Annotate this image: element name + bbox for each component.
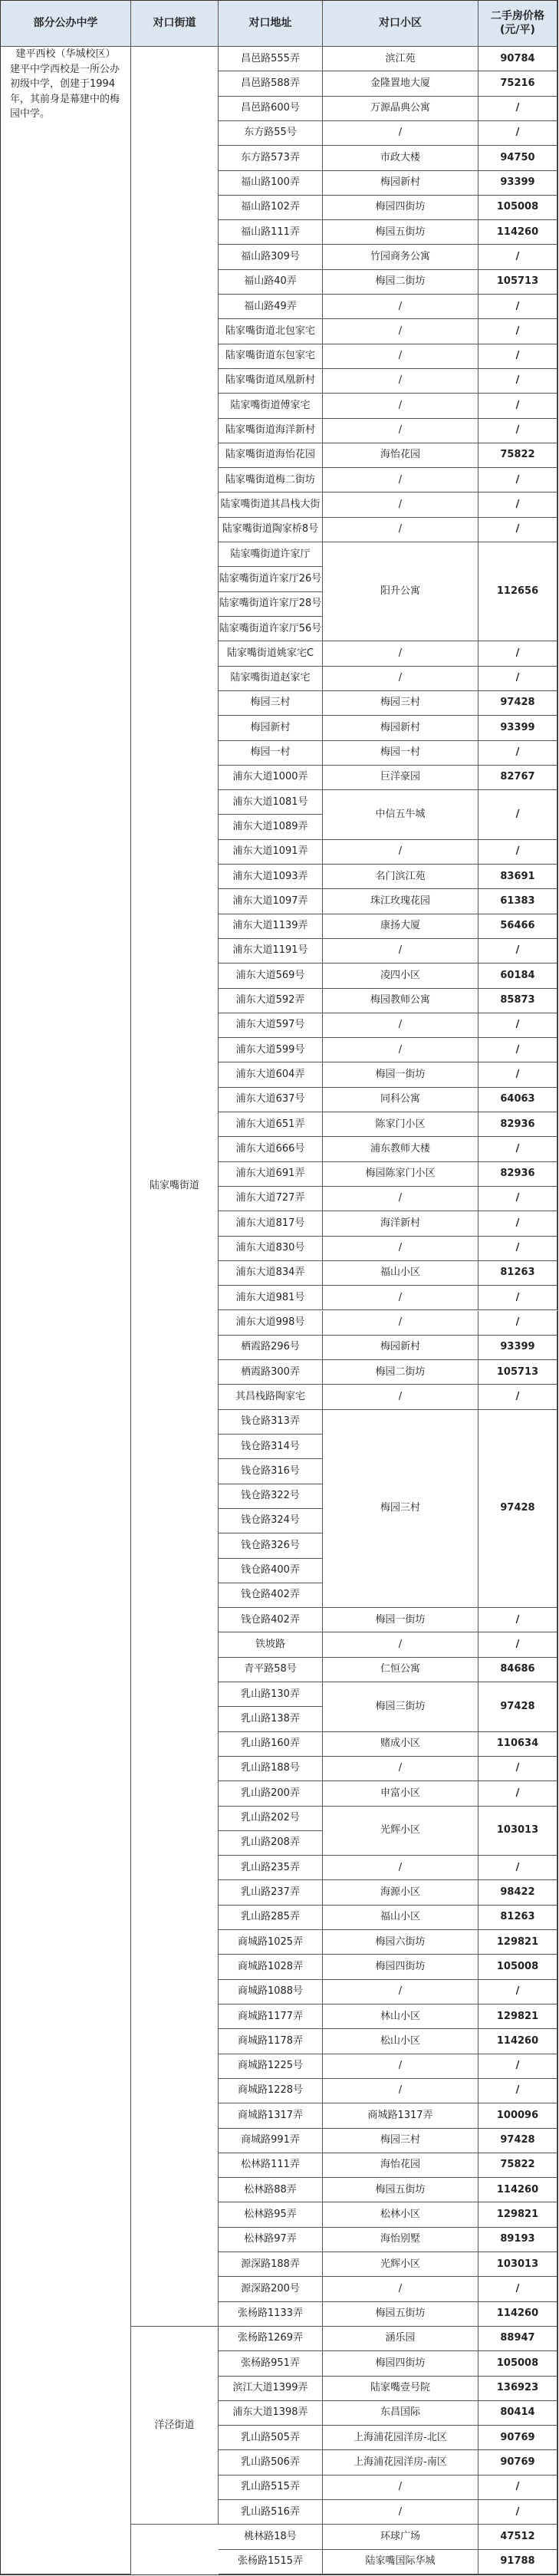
community-cell: 梅园六街坊 [323, 1930, 478, 1955]
price-cell: 83691 [478, 865, 557, 889]
price-cell: 84686 [478, 1658, 557, 1682]
address-cell: 乳山路130弄 [219, 1682, 323, 1707]
address-cell: 乳山路506弄 [219, 2450, 323, 2475]
price-cell: / [478, 344, 557, 369]
price-cell: / [478, 1385, 557, 1409]
street-cell: 洋泾街道 [131, 2327, 219, 2525]
address-cell: 浦东大道1139弄 [219, 914, 323, 939]
address-cell: 梅园一村 [219, 741, 323, 766]
community-cell: 巨洋豪园 [323, 766, 478, 790]
address-cell: 源深路188弄 [219, 2252, 323, 2277]
address-cell: 松林路97弄 [219, 2228, 323, 2252]
price-cell: / [478, 1608, 557, 1632]
community-cell: 康扬大厦 [323, 914, 478, 939]
price-cell: 93399 [478, 1336, 557, 1360]
address-cell: 乳山路505弄 [219, 2426, 323, 2450]
address-cell: 陆家嘴街道陶家桥8号 [219, 518, 323, 542]
community-cell: 梅园三街坊 [323, 1682, 478, 1732]
community-cell: / [323, 2476, 478, 2500]
community-cell: 梅园新村 [323, 716, 478, 740]
price-cell: / [478, 667, 557, 691]
community-cell: / [323, 939, 478, 964]
community-cell: 海怡别墅 [323, 2228, 478, 2252]
address-cell: 梅园三村 [219, 691, 323, 716]
community-cell: 珠江玫瑰花园 [323, 889, 478, 914]
school-description: 建平中学西校是一所公办初级中学，创建于1994年，其前身是幕建中的梅园中学。 [10, 63, 120, 120]
address-cell: 浦东大道1091弄 [219, 840, 323, 865]
price-cell: / [478, 369, 557, 394]
price-cell: 103013 [478, 2252, 557, 2277]
address-cell: 乳山路160弄 [219, 1732, 323, 1757]
price-cell: 88947 [478, 2327, 557, 2351]
community-cell: 梅园五街坊 [323, 2178, 478, 2202]
address-cell: 福山路309号 [219, 245, 323, 269]
price-cell: 114260 [478, 2302, 557, 2327]
address-cell: 商城路1228号 [219, 2079, 323, 2103]
address-cell: 陆家嘴街道许家厅 [219, 542, 323, 567]
price-cell: / [478, 1311, 557, 1336]
price-cell: / [478, 2079, 557, 2103]
community-cell: / [323, 492, 478, 517]
community-cell: 同科公寓 [323, 1088, 478, 1112]
price-cell: / [478, 1137, 557, 1161]
price-cell: / [478, 1286, 557, 1310]
community-cell: 梅园一村 [323, 741, 478, 766]
community-cell: 梅园教师公寓 [323, 989, 478, 1013]
address-cell: 浦东大道597号 [219, 1013, 323, 1038]
address-cell: 浦东大道651弄 [219, 1112, 323, 1137]
address-cell: 乳山路208弄 [219, 1831, 323, 1856]
price-cell: / [478, 2054, 557, 2079]
address-cell: 福山路100弄 [219, 171, 323, 196]
school-name: 建平西校（华城校区） [15, 48, 116, 60]
community-cell: / [323, 344, 478, 369]
header-street: 对口街道 [131, 1, 219, 47]
community-cell: 海洋新村 [323, 1211, 478, 1236]
price-cell: 75822 [478, 2153, 557, 2178]
address-cell: 青平路58号 [219, 1658, 323, 1682]
price-cell: / [478, 295, 557, 319]
community-cell: / [323, 295, 478, 319]
price-cell: 64063 [478, 1088, 557, 1112]
price-cell: / [478, 840, 557, 865]
address-cell: 松林路95弄 [219, 2202, 323, 2227]
price-cell: 100096 [478, 2103, 557, 2128]
community-cell: 金隆置地大厦 [323, 71, 478, 96]
community-cell: 海怡花园 [323, 443, 478, 468]
community-cell: 梅园四街坊 [323, 2351, 478, 2376]
price-cell: 82936 [478, 1112, 557, 1137]
price-cell: 93399 [478, 716, 557, 740]
price-cell: / [478, 245, 557, 269]
price-cell: / [478, 419, 557, 443]
address-cell: 福山路111弄 [219, 220, 323, 245]
community-cell: / [323, 1757, 478, 1781]
address-cell: 浦东大道1093弄 [219, 865, 323, 889]
community-cell: 滨江苑 [323, 47, 478, 71]
price-cell: / [478, 1187, 557, 1211]
price-cell: / [478, 1038, 557, 1062]
price-cell: 105713 [478, 1360, 557, 1385]
address-cell: 商城路1317弄 [219, 2103, 323, 2128]
header-school: 部分公办中学 [1, 1, 131, 47]
community-cell: 梅园四街坊 [323, 1955, 478, 1979]
address-cell: 商城路1177弄 [219, 2004, 323, 2029]
address-cell: 桃林路18号 [219, 2525, 323, 2549]
address-cell: 浦东大道998号 [219, 1311, 323, 1336]
address-cell: 浦东大道637号 [219, 1088, 323, 1112]
header-address: 对口地址 [219, 1, 323, 47]
community-cell: 光辉小区 [323, 2252, 478, 2277]
price-cell: 60184 [478, 964, 557, 988]
address-cell: 商城路991弄 [219, 2129, 323, 2153]
address-cell: 陆家嘴街道其昌栈大街 [219, 492, 323, 517]
community-cell: 梅园三村 [323, 1410, 478, 1608]
community-cell: 名门滨江苑 [323, 865, 478, 889]
price-cell: 105713 [478, 270, 557, 295]
price-cell: / [478, 468, 557, 492]
community-cell: / [323, 2277, 478, 2301]
community-cell: 梅园三村 [323, 691, 478, 716]
address-cell: 陆家嘴街道北包家宅 [219, 319, 323, 344]
address-cell: 陆家嘴街道海洋新村 [219, 419, 323, 443]
community-cell: 福山小区 [323, 1261, 478, 1286]
community-cell: 梅园五街坊 [323, 2302, 478, 2327]
address-cell: 乳山路237弄 [219, 1880, 323, 1905]
address-cell: 商城路1088号 [219, 1980, 323, 2004]
price-cell: 85873 [478, 989, 557, 1013]
price-cell: 129821 [478, 2202, 557, 2227]
address-cell: 浦东大道1398弄 [219, 2401, 323, 2426]
price-cell: / [478, 518, 557, 542]
community-cell: 梅园四街坊 [323, 196, 478, 220]
community-cell: / [323, 641, 478, 666]
community-cell: / [323, 1013, 478, 1038]
community-cell: / [323, 1237, 478, 1261]
address-cell: 源深路200号 [219, 2277, 323, 2301]
address-cell: 乳山路202号 [219, 1807, 323, 1831]
price-cell: 89193 [478, 2228, 557, 2252]
address-cell: 钱仓路402弄 [219, 1608, 323, 1632]
address-cell: 浦东大道1081号 [219, 790, 323, 815]
price-cell: 81263 [478, 1906, 557, 1930]
community-cell: 梅园新村 [323, 171, 478, 196]
community-cell: / [323, 840, 478, 865]
price-cell: / [478, 641, 557, 666]
community-cell: / [323, 2054, 478, 2079]
price-cell: / [478, 394, 557, 418]
address-cell: 浦东大道592弄 [219, 989, 323, 1013]
price-cell: 56466 [478, 914, 557, 939]
address-cell: 浦东大道817号 [219, 1211, 323, 1236]
community-cell: 梅园五街坊 [323, 220, 478, 245]
community-cell: 海怡花园 [323, 2153, 478, 2178]
community-cell: / [323, 2079, 478, 2103]
community-cell: 陈家门小区 [323, 1112, 478, 1137]
price-cell: / [478, 1013, 557, 1038]
address-cell: 浦东大道1191号 [219, 939, 323, 964]
community-cell: 陆家嘴壹号院 [323, 2377, 478, 2401]
price-cell: / [478, 2476, 557, 2500]
community-cell: 梅园三村 [323, 2129, 478, 2153]
price-cell: 90769 [478, 2450, 557, 2475]
address-cell: 浦东大道830号 [219, 1237, 323, 1261]
address-cell: 陆家嘴街道姚家宅C [219, 641, 323, 666]
address-cell: 陆家嘴街道凤凰新村 [219, 369, 323, 394]
community-cell: 凌四小区 [323, 964, 478, 988]
community-cell: / [323, 1311, 478, 1336]
address-cell: 乳山路515弄 [219, 2476, 323, 2500]
community-cell: 赌成小区 [323, 1732, 478, 1757]
community-cell: 上海浦花园洋房-南区 [323, 2450, 478, 2475]
price-cell: 105008 [478, 2351, 557, 2376]
community-cell: / [323, 319, 478, 344]
address-cell: 商城路1225号 [219, 2054, 323, 2079]
price-cell: 90784 [478, 47, 557, 71]
address-cell: 乳山路200弄 [219, 1781, 323, 1806]
community-cell: / [323, 1286, 478, 1310]
price-cell: / [478, 319, 557, 344]
price-cell: 97428 [478, 1682, 557, 1732]
address-cell: 陆家嘴街道傅家宅 [219, 394, 323, 418]
price-cell: 103013 [478, 1807, 557, 1856]
address-cell: 铁坡路 [219, 1632, 323, 1657]
community-cell: / [323, 1385, 478, 1409]
address-cell: 浦东大道599号 [219, 1038, 323, 1062]
price-cell: / [478, 121, 557, 146]
community-cell: 松山小区 [323, 2029, 478, 2054]
price-cell: / [478, 2277, 557, 2301]
address-cell: 陆家嘴街道许家厅26号 [219, 567, 323, 591]
price-cell: 105008 [478, 1955, 557, 1979]
address-cell: 福山路102弄 [219, 196, 323, 220]
community-cell: 商城路1317弄 [323, 2103, 478, 2128]
address-cell: 浦东大道727弄 [219, 1187, 323, 1211]
address-cell: 浦东大道604弄 [219, 1062, 323, 1087]
price-cell [478, 815, 557, 839]
community-cell: / [323, 121, 478, 146]
community-cell: / [323, 394, 478, 418]
price-cell: / [478, 939, 557, 964]
community-cell: 环球广场 [323, 2525, 478, 2549]
community-cell: / [323, 468, 478, 492]
address-cell: 浦东大道1097弄 [219, 889, 323, 914]
price-cell: 110634 [478, 1732, 557, 1757]
address-cell: 钱仓路326号 [219, 1533, 323, 1558]
address-cell: 张杨路951弄 [219, 2351, 323, 2376]
street-cell: 陆家嘴街道 [131, 47, 219, 2327]
price-cell: 47512 [478, 2525, 557, 2549]
address-cell: 昌邑路588弄 [219, 71, 323, 96]
address-cell: 乳山路285弄 [219, 1906, 323, 1930]
price-cell: / [478, 1757, 557, 1781]
community-cell: 梅园一街坊 [323, 1062, 478, 1087]
community-cell: 涵乐园 [323, 2327, 478, 2351]
address-cell: 陆家嘴街道许家厅28号 [219, 592, 323, 617]
price-cell: 129821 [478, 2004, 557, 2029]
price-cell: 91788 [478, 2550, 557, 2574]
community-cell: 海源小区 [323, 1880, 478, 1905]
address-cell: 乳山路188号 [219, 1757, 323, 1781]
price-cell: / [478, 1980, 557, 2004]
price-cell: 61383 [478, 889, 557, 914]
address-cell: 钱仓路400弄 [219, 1559, 323, 1583]
price-cell: / [478, 741, 557, 766]
header-price: 二手房价格 (元/平) [478, 1, 557, 47]
address-cell: 松林路111弄 [219, 2153, 323, 2178]
community-cell: 申富小区 [323, 1781, 478, 1806]
address-cell: 梅园新村 [219, 716, 323, 740]
address-cell: 昌邑路600号 [219, 97, 323, 121]
address-cell: 浦东大道691弄 [219, 1162, 323, 1187]
address-cell: 东方路55号 [219, 121, 323, 146]
price-cell: 136923 [478, 2377, 557, 2401]
community-cell: / [323, 419, 478, 443]
price-cell: 82767 [478, 766, 557, 790]
community-cell: 市政大楼 [323, 146, 478, 170]
address-cell: 钱仓路313弄 [219, 1410, 323, 1435]
address-cell: 钱仓路322号 [219, 1484, 323, 1509]
price-cell: 90769 [478, 2426, 557, 2450]
address-cell: 陆家嘴街道东包家宅 [219, 344, 323, 369]
community-cell: / [323, 1038, 478, 1062]
price-cell: 82936 [478, 1162, 557, 1187]
price-cell: 98422 [478, 1880, 557, 1905]
community-cell: / [323, 1632, 478, 1657]
price-cell: 81263 [478, 1261, 557, 1286]
address-cell: 乳山路138弄 [219, 1707, 323, 1731]
community-cell: 仁恒公寓 [323, 1658, 478, 1682]
community-cell: / [323, 518, 478, 542]
address-cell: 陆家嘴街道梅二街坊 [219, 468, 323, 492]
community-cell: / [323, 1980, 478, 2004]
address-cell: 商城路1178弄 [219, 2029, 323, 2054]
price-cell: / [478, 1062, 557, 1087]
community-cell: / [323, 2500, 478, 2525]
address-cell: 浦东大道834弄 [219, 1261, 323, 1286]
price-cell: 114260 [478, 2029, 557, 2054]
price-cell: 75822 [478, 443, 557, 468]
price-cell: / [478, 790, 557, 840]
price-cell: 93399 [478, 171, 557, 196]
address-cell: 东方路573弄 [219, 146, 323, 170]
address-cell: 浦东大道569号 [219, 964, 323, 988]
address-cell: 张杨路1515弄 [219, 2550, 323, 2574]
community-cell: 梅园二街坊 [323, 270, 478, 295]
community-cell: 浦东教师大楼 [323, 1137, 478, 1161]
price-cell: 75216 [478, 71, 557, 96]
address-cell: 陆家嘴街道海怡花园 [219, 443, 323, 468]
price-cell: / [478, 1211, 557, 1236]
address-cell: 浦东大道666号 [219, 1137, 323, 1161]
price-cell: / [478, 492, 557, 517]
community-cell: 梅园新村 [323, 1336, 478, 1360]
community-cell: 松林小区 [323, 2202, 478, 2227]
price-cell: / [478, 1237, 557, 1261]
address-cell: 陆家嘴街道许家厅56号 [219, 617, 323, 641]
price-cell: 94750 [478, 146, 557, 170]
community-cell: 上海浦花园洋房-北区 [323, 2426, 478, 2450]
address-cell: 栖霞路296号 [219, 1336, 323, 1360]
community-cell: 梅园二街坊 [323, 1360, 478, 1385]
address-cell: 钱仓路316号 [219, 1459, 323, 1484]
community-cell: 梅园陈家门小区 [323, 1162, 478, 1187]
address-cell: 钱仓路314号 [219, 1435, 323, 1459]
price-cell: 80414 [478, 2401, 557, 2426]
community-cell: / [323, 1856, 478, 1880]
price-cell: 105008 [478, 196, 557, 220]
price-cell: 114260 [478, 220, 557, 245]
address-cell: 张杨路1269弄 [219, 2327, 323, 2351]
address-cell: 滨江大道1399弄 [219, 2377, 323, 2401]
community-cell: 阳升公寓 [323, 542, 478, 641]
address-cell: 乳山路516弄 [219, 2500, 323, 2525]
header-community: 对口小区 [323, 1, 478, 47]
community-cell: 万源晶典公寓 [323, 97, 478, 121]
community-cell: 福山小区 [323, 1906, 478, 1930]
address-cell: 商城路1025弄 [219, 1930, 323, 1955]
price-cell: / [478, 1856, 557, 1880]
community-cell: 陆家嘴国际华城 [323, 2550, 478, 2574]
address-cell: 张杨路1133弄 [219, 2302, 323, 2327]
community-cell: 梅园一街坊 [323, 1608, 478, 1632]
school-cell [1, 47, 131, 2574]
price-cell: 97428 [478, 691, 557, 716]
address-cell: 钱仓路402弄 [219, 1583, 323, 1608]
address-cell: 松林路88弄 [219, 2178, 323, 2202]
address-cell: 浦东大道1000弄 [219, 766, 323, 790]
community-cell: 中信五牛城 [323, 790, 478, 840]
price-cell: 97428 [478, 2129, 557, 2153]
address-cell: 栖霞路300弄 [219, 1360, 323, 1385]
price-cell: 129821 [478, 1930, 557, 1955]
address-cell: 福山路49弄 [219, 295, 323, 319]
price-cell: / [478, 1632, 557, 1657]
price-cell: / [478, 2500, 557, 2525]
community-cell: / [323, 1187, 478, 1211]
community-cell: 竹园商务公寓 [323, 245, 478, 269]
community-cell: / [323, 667, 478, 691]
address-cell: 钱仓路324号 [219, 1509, 323, 1533]
address-cell: 陆家嘴街道赵家宅 [219, 667, 323, 691]
price-cell: 112656 [478, 542, 557, 641]
price-cell: / [478, 1781, 557, 1806]
address-cell: 其昌栈路陶家宅 [219, 1385, 323, 1409]
address-cell: 乳山路235弄 [219, 1856, 323, 1880]
price-cell: 97428 [478, 1410, 557, 1608]
community-cell: / [323, 369, 478, 394]
price-cell: 114260 [478, 2178, 557, 2202]
community-cell: 光辉小区 [323, 1807, 478, 1856]
address-cell: 商城路1028弄 [219, 1955, 323, 1979]
address-cell: 浦东大道981号 [219, 1286, 323, 1310]
price-cell: / [478, 97, 557, 121]
community-cell: 东昌国际 [323, 2401, 478, 2426]
community-cell: 林山小区 [323, 2004, 478, 2029]
address-cell: 福山路40弄 [219, 270, 323, 295]
address-cell: 浦东大道1089弄 [219, 815, 323, 839]
address-cell: 昌邑路555弄 [219, 47, 323, 71]
